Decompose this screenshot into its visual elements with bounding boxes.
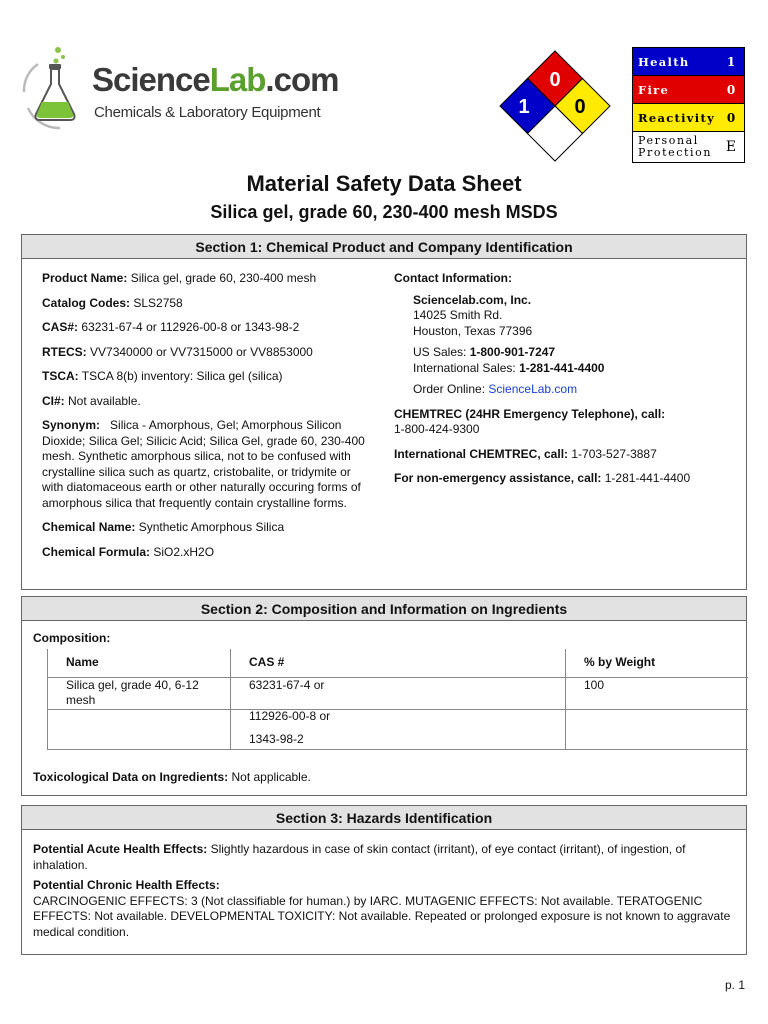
non-emergency-phone: 1-281-441-4400 bbox=[601, 471, 691, 485]
sciencelab-link[interactable]: ScienceLab.com bbox=[488, 382, 578, 396]
table-header-row bbox=[48, 649, 749, 677]
nfpa-fire-value: 0 bbox=[549, 69, 561, 91]
ci-label: CI#: bbox=[42, 393, 65, 408]
hmis-reactivity-value: 0 bbox=[726, 110, 736, 125]
page-number: p. 1 bbox=[724, 978, 745, 992]
section-3 bbox=[21, 805, 747, 955]
tsca-value: TSCA 8(b) inventory: Silica gel (silica) bbox=[78, 369, 283, 383]
intl-chemtrec-label: International CHEMTREC, call: bbox=[394, 446, 569, 461]
address-line-2: Houston, Texas 77396 bbox=[413, 323, 533, 338]
document-subtitle: Silica gel, grade 60, 230-400 mesh MSDS bbox=[210, 202, 558, 222]
non-emergency-line bbox=[394, 471, 734, 487]
section-2 bbox=[21, 596, 747, 796]
section-3-heading: Section 3: Hazards Identification bbox=[22, 806, 746, 830]
tox-data-label: Toxicological Data on Ingredients: bbox=[33, 770, 229, 784]
table-cell-cas bbox=[231, 709, 566, 749]
table-cell-name bbox=[48, 709, 231, 749]
hmis-protection-label-line2: Protection bbox=[638, 146, 713, 159]
order-online-line bbox=[413, 382, 734, 398]
chronic-effects-value: CARCINOGENIC EFFECTS: 3 (Not classifiable for human.) by IARC. MUTAGENIC EFFECTS: Not available. TERATOGENIC EFFECTS: Not available. DEVELOPMENTAL TOXICITY: Not available. Repeated or prolonged exposure is not known to aggravate medical condition. bbox=[33, 893, 731, 939]
chronic-effects-label: Potential Chronic Health Effects: bbox=[33, 878, 220, 892]
catalog-codes-field bbox=[42, 296, 367, 312]
synonym-label: Synonym: bbox=[42, 418, 101, 432]
us-sales-line bbox=[413, 345, 734, 361]
hmis-fire-label: Fire bbox=[638, 82, 670, 97]
hmis-protection-label-line1: Personal bbox=[638, 134, 699, 147]
cas-label: CAS#: bbox=[42, 320, 79, 334]
table-cell-name: Silica gel, grade 40, 6-12 mesh bbox=[48, 677, 231, 709]
composition-table bbox=[47, 649, 748, 750]
chemtrec-phone: 1-800-424-9300 bbox=[394, 422, 480, 436]
hmis-rating-box bbox=[632, 47, 745, 163]
table-row bbox=[48, 709, 749, 749]
rtecs-field bbox=[42, 345, 367, 361]
hmis-health-value: 1 bbox=[726, 54, 736, 69]
order-online-label: Order Online: bbox=[413, 382, 489, 396]
sciencelab-logo bbox=[20, 46, 339, 132]
product-info-column bbox=[42, 271, 367, 569]
acute-effects-label: Potential Acute Health Effects: bbox=[33, 842, 208, 856]
logo-word-lab: Lab bbox=[209, 61, 266, 98]
logo-word-dotcom: .com bbox=[265, 61, 339, 98]
column-header-weight: % by Weight bbox=[566, 649, 749, 677]
logo-tagline: Chemicals & Laboratory Equipment bbox=[94, 104, 321, 121]
chemical-formula-value: SiO2.xH2O bbox=[150, 544, 215, 559]
intl-sales-phone: 1-281-441-4400 bbox=[519, 360, 605, 375]
product-name-label: Product Name: bbox=[42, 271, 128, 285]
logo-word-science: Science bbox=[92, 61, 210, 98]
table-cell-weight bbox=[566, 709, 749, 749]
column-header-cas: CAS # bbox=[231, 649, 566, 677]
intl-chemtrec-phone: 1-703-527-3887 bbox=[568, 446, 657, 461]
cas-value: 63231-67-4 or 112926-00-8 or 1343-98-2 bbox=[78, 320, 300, 334]
catalog-codes-value: SLS2758 bbox=[130, 295, 183, 310]
company-name: Sciencelab.com, Inc. bbox=[413, 292, 532, 307]
nfpa-health-value: 1 bbox=[518, 96, 530, 118]
hmis-fire-value: 0 bbox=[726, 82, 736, 97]
chemical-formula-label: Chemical Formula: bbox=[42, 544, 151, 559]
tox-data-line bbox=[33, 770, 311, 786]
intl-sales-line bbox=[413, 361, 734, 377]
table-cell-cas: 63231-67-4 or bbox=[231, 677, 566, 709]
intl-sales-label: International Sales: bbox=[413, 360, 520, 375]
ci-field bbox=[42, 394, 367, 410]
hmis-protection-row bbox=[633, 132, 744, 162]
hmis-health-row bbox=[633, 48, 744, 76]
chemical-name-field bbox=[42, 520, 367, 536]
product-name-field bbox=[42, 271, 367, 287]
table-cell-weight: 100 bbox=[566, 677, 749, 709]
synonym-field bbox=[42, 418, 367, 511]
rtecs-value: VV7340000 or VV7315000 or VV8853000 bbox=[86, 344, 313, 359]
cas-field bbox=[42, 320, 367, 336]
address-line-1: 14025 Smith Rd. bbox=[413, 308, 503, 322]
document-title: Material Safety Data Sheet bbox=[246, 171, 522, 196]
synonym-value: Silica - Amorphous, Gel; Amorphous Silicon Dioxide; Silica Gel; Silicic Acid; Silica Gel, grade 60, 230-400 mesh. Synthetic amorphous silica, not to be confused with crystalline silica such as quartz, cristobalite, or tridymite or with diatomaceous earth or other naturally occuring forms of amorphous silica that frequently contain crystalline forms. bbox=[42, 418, 369, 510]
tox-data-value: Not applicable. bbox=[228, 770, 311, 784]
nfpa-diamond bbox=[499, 50, 611, 162]
composition-label: Composition: bbox=[33, 631, 111, 645]
tsca-field bbox=[42, 369, 367, 385]
logo-wordmark bbox=[92, 62, 338, 98]
column-header-name: Name bbox=[48, 649, 231, 677]
us-sales-phone: 1-800-901-7247 bbox=[469, 345, 556, 359]
ci-value: Not available. bbox=[64, 393, 141, 408]
flask-icon bbox=[20, 46, 90, 132]
us-sales-label: US Sales: bbox=[413, 345, 470, 359]
acute-effects-paragraph bbox=[33, 842, 738, 873]
contact-info-column bbox=[394, 271, 734, 487]
hmis-reactivity-row bbox=[633, 104, 744, 132]
hmis-reactivity-label: Reactivity bbox=[638, 110, 716, 125]
contact-info-label: Contact Information: bbox=[394, 271, 512, 285]
acute-effects-value: Slightly hazardous in case of skin contact (irritant), of eye contact (irritant), of ingestion, of inhalation. bbox=[33, 842, 686, 872]
chemical-name-label: Chemical Name: bbox=[42, 520, 136, 534]
hmis-protection-label bbox=[633, 132, 718, 162]
hazards-body bbox=[33, 842, 738, 940]
section-2-heading: Section 2: Composition and Information on Ingredients bbox=[22, 597, 746, 621]
non-emergency-label: For non-emergency assistance, call: bbox=[394, 471, 602, 485]
section-1 bbox=[21, 234, 747, 590]
chemical-formula-field bbox=[42, 545, 367, 561]
rtecs-label: RTECS: bbox=[42, 344, 87, 359]
chemical-name-value: Synthetic Amorphous Silica bbox=[135, 520, 285, 534]
section-1-heading: Section 1: Chemical Product and Company Identification bbox=[22, 235, 746, 259]
product-name-value: Silica gel, grade 60, 230-400 mesh bbox=[127, 271, 317, 285]
chemtrec-label: CHEMTREC (24HR Emergency Telephone), call: bbox=[394, 406, 666, 421]
nfpa-reactivity-value: 0 bbox=[574, 96, 586, 118]
tsca-label: TSCA: bbox=[42, 369, 79, 383]
hmis-protection-value: E bbox=[725, 139, 737, 155]
intl-chemtrec-line bbox=[394, 447, 734, 463]
hmis-health-label: Health bbox=[638, 54, 690, 69]
hmis-fire-row bbox=[633, 76, 744, 104]
table-row bbox=[48, 677, 749, 709]
cas-line-1: 112926-00-8 or bbox=[249, 708, 331, 723]
catalog-codes-label: Catalog Codes: bbox=[42, 295, 131, 310]
cas-line-2: 1343-98-2 bbox=[249, 731, 304, 746]
